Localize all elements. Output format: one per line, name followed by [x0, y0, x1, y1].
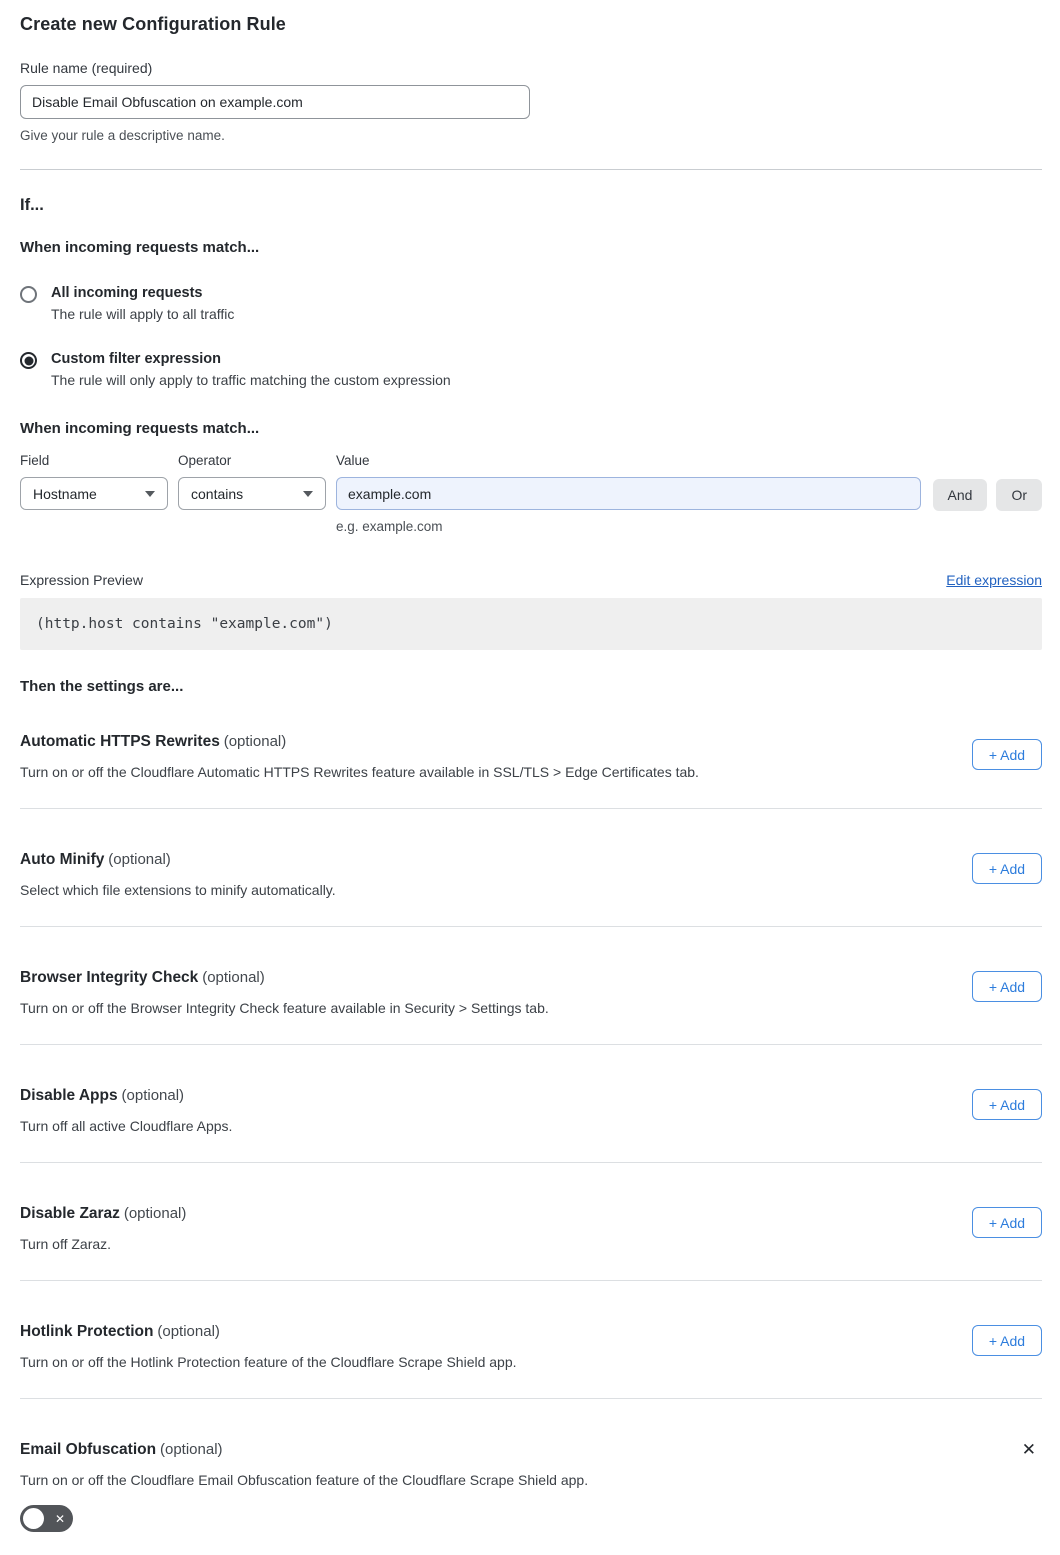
setting-title: Browser Integrity Check: [20, 969, 199, 986]
match-heading: When incoming requests match...: [20, 239, 260, 256]
page-title: Create new Configuration Rule: [20, 14, 286, 34]
setting-title-line: [20, 733, 1042, 751]
radio-icon[interactable]: [20, 286, 37, 303]
add-button[interactable]: + Add: [972, 853, 1042, 884]
setting-title-line: [20, 851, 1042, 869]
expression-builder-row: [20, 453, 1042, 534]
add-button[interactable]: + Add: [972, 1207, 1042, 1238]
radio-description: The rule will only apply to traffic matching the custom expression: [51, 372, 451, 388]
setting-automatic-https-rewrites: [20, 695, 1042, 809]
add-button[interactable]: + Add: [972, 1089, 1042, 1120]
close-icon[interactable]: ✕: [1021, 1440, 1036, 1459]
setting-title-line: [20, 1087, 1042, 1105]
value-column: [336, 453, 921, 534]
setting-description: Turn on or off the Hotlink Protection feature of the Cloudflare Scrape Shield app.: [20, 1354, 517, 1370]
field-select[interactable]: [20, 477, 168, 510]
rule-name-label: Rule name (required): [20, 60, 153, 76]
expression-preview-code: (http.host contains "example.com"): [20, 598, 1042, 650]
setting-description: Turn on or off the Cloudflare Automatic HTTPS Rewrites feature available in SSL/TLS > Edge Certificates tab.: [20, 764, 699, 780]
setting-title-line: [20, 1441, 1042, 1459]
radio-label: Custom filter expression: [51, 351, 222, 367]
setting-title-line: [20, 1205, 1042, 1223]
field-select-value: Hostname: [33, 485, 97, 502]
operator-select[interactable]: [178, 477, 326, 510]
toggle-knob-icon: [23, 1508, 44, 1529]
setting-title: Hotlink Protection: [20, 1323, 154, 1340]
setting-description: Turn on or off the Browser Integrity Check feature available in Security > Settings tab.: [20, 1000, 549, 1016]
edit-expression-link[interactable]: Edit expression: [946, 572, 1042, 588]
setting-title: Email Obfuscation: [20, 1441, 157, 1458]
radio-text: [51, 285, 234, 322]
expression-preview-label: Expression Preview: [20, 572, 143, 588]
operator-column: [178, 453, 326, 510]
chevron-down-icon: [303, 491, 313, 497]
setting-title-line: [20, 1323, 1042, 1341]
radio-option-custom-filter-expression[interactable]: [20, 351, 1042, 388]
setting-disable-zaraz: [20, 1163, 1042, 1281]
setting-optional-tag: (optional): [123, 1205, 187, 1222]
value-label: Value: [336, 453, 370, 468]
add-button[interactable]: + Add: [972, 1325, 1042, 1356]
setting-optional-tag: (optional): [223, 733, 287, 750]
value-input[interactable]: [336, 477, 921, 510]
field-label: Field: [20, 453, 50, 468]
setting-hotlink-protection: [20, 1281, 1042, 1399]
value-helper: e.g. example.com: [336, 519, 443, 534]
setting-auto-minify: [20, 809, 1042, 927]
radio-option-all-incoming-requests[interactable]: [20, 285, 1042, 322]
operator-select-value: contains: [191, 485, 244, 502]
setting-title: Auto Minify: [20, 851, 105, 868]
setting-title: Automatic HTTPS Rewrites: [20, 733, 220, 750]
operator-label: Operator: [178, 453, 232, 468]
chevron-down-icon: [145, 491, 155, 497]
andor-buttons: [933, 453, 1042, 511]
radio-text: [51, 351, 451, 388]
setting-description: Turn off all active Cloudflare Apps.: [20, 1118, 233, 1134]
expression-preview-header: [20, 572, 1042, 588]
setting-optional-tag: (optional): [202, 969, 265, 986]
setting-title-line: [20, 969, 1042, 987]
setting-description: Select which file extensions to minify automatically.: [20, 882, 336, 898]
expression-builder-heading: When incoming requests match...: [20, 420, 260, 437]
if-heading: If...: [20, 196, 44, 214]
rule-name-input[interactable]: [20, 85, 530, 119]
radio-label: All incoming requests: [51, 285, 203, 301]
setting-description: Turn on or off the Cloudflare Email Obfuscation feature of the Cloudflare Scrape Shield app.: [20, 1472, 589, 1488]
or-button[interactable]: Or: [996, 479, 1042, 511]
toggle-off-icon: ✕: [54, 1511, 65, 1526]
setting-description: Turn off Zaraz.: [20, 1236, 112, 1252]
then-settings-heading: Then the settings are...: [20, 678, 184, 695]
add-button[interactable]: + Add: [972, 739, 1042, 770]
setting-optional-tag: (optional): [159, 1441, 223, 1458]
setting-browser-integrity-check: [20, 927, 1042, 1045]
setting-optional-tag: (optional): [108, 851, 171, 868]
setting-email-obfuscation: [20, 1399, 1042, 1535]
email-obfuscation-toggle[interactable]: [20, 1505, 73, 1532]
and-button[interactable]: And: [933, 479, 988, 511]
radio-icon[interactable]: [20, 352, 37, 369]
field-column: [20, 453, 168, 510]
setting-optional-tag: (optional): [121, 1087, 185, 1104]
section-divider: [20, 169, 1042, 170]
setting-disable-apps: [20, 1045, 1042, 1163]
add-button[interactable]: + Add: [972, 971, 1042, 1002]
rule-name-helper: Give your rule a descriptive name.: [20, 128, 225, 143]
radio-description: The rule will apply to all traffic: [51, 306, 235, 322]
setting-optional-tag: (optional): [157, 1323, 220, 1340]
setting-title: Disable Zaraz: [20, 1205, 120, 1222]
setting-title: Disable Apps: [20, 1087, 118, 1104]
